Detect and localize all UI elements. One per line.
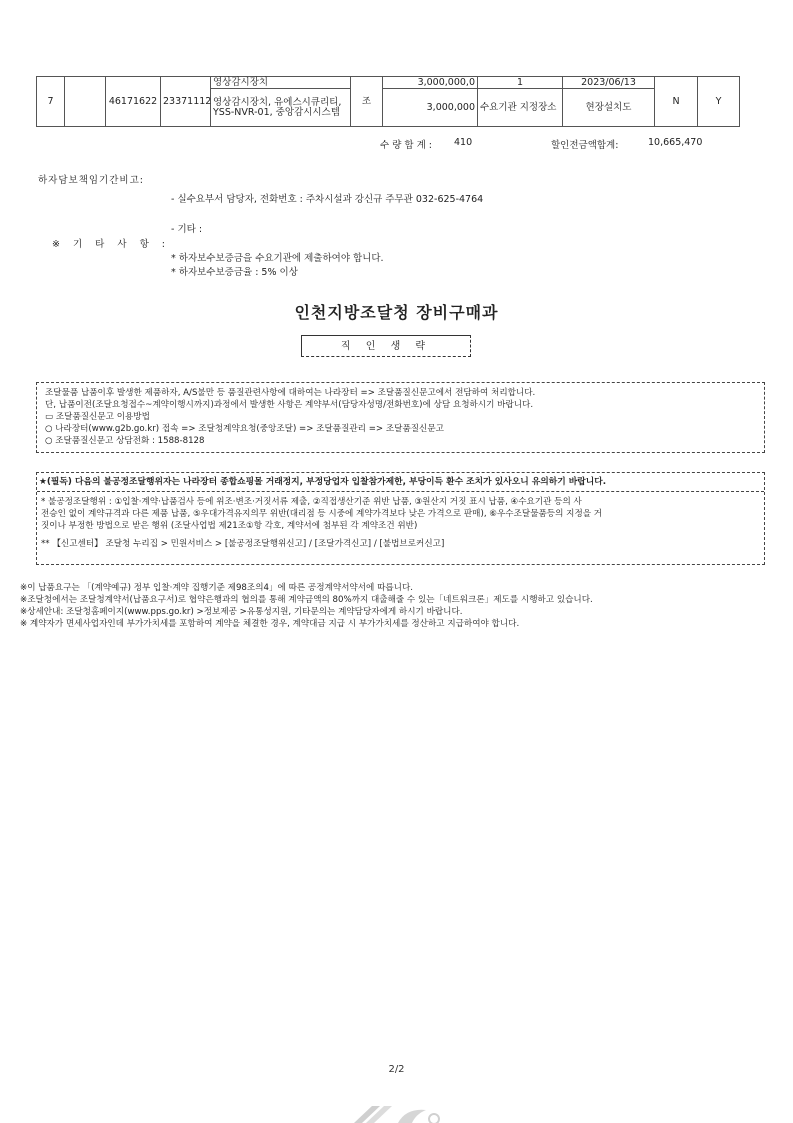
item-table <box>36 76 740 127</box>
box-line: 단, 납품이전(조달요청접수~계약이행시까지)과정에서 발생한 사항은 계약부서(담당자성명/전화번호)에 상담 요청하시기 바랍니다. <box>45 400 534 410</box>
item-delivery-date: 2023/06/13 <box>563 77 655 89</box>
footer-note: ※상세안내: 조달청홈페이지(www.pps.go.kr) >정보제공 >유통성지원, 기타문의는 계약담당자에게 하시기 바랍니다. <box>20 607 463 617</box>
footer-notes <box>20 582 593 630</box>
note-item: * 하자보수보증금을 수요기관에 제출하여야 합니다. <box>171 253 384 264</box>
item-delivery-place: 수요기관 지정장소 <box>478 89 563 127</box>
box-line: ○ 조달품질신문고 상담전화 : 1588-8128 <box>45 436 205 446</box>
agency-logo-icon <box>346 1104 446 1123</box>
amount-total-value: 10,665,470 <box>648 137 703 148</box>
note-item: * 하자보수보증금율 : 5% 이상 <box>171 267 298 278</box>
item-unit: 조 <box>351 77 383 127</box>
item-spec: 영상감시장치, 유에스시큐리티, YSS-NVR-01, 중앙감시시스템 <box>211 89 351 127</box>
warning-headline: ★(필독) 다음의 불공정조달행위자는 나라장터 종합쇼핑몰 거래정지, 부정당업자 입찰참가제한, 부당이득 환수 조치가 있사오니 유의하기 바랍니다. <box>37 473 764 492</box>
item-quantity: 1 <box>478 77 563 89</box>
box-line: 짓이나 부정한 방법으로 받은 행위 (조달사업법 제21조①항 각호, 계약서에 첨부된 각 계약조건 위반) <box>41 521 418 531</box>
box-line: 조달물품 납품이후 발생한 제품하자, A/S불만 등 품질관련사항에 대하여는 나라장터 => 조달품질신문고에서 전담하여 처리합니다. <box>45 388 536 398</box>
item-code2: 23371112 <box>161 77 211 127</box>
item-delivery-condition: 현장설치도 <box>563 89 655 127</box>
item-code1: 46171622 <box>106 77 161 127</box>
office-name: 인천지방조달청 장비구매과 <box>294 303 499 322</box>
blank-cell <box>65 77 106 127</box>
box-line: 전승인 없이 계약규격과 다른 제품 납품, ⑤우대가격유지의무 위반(대리점 등 시중에 계약가격보다 낮은 가격으로 판매), ⑥우수조달물품등의 지정을 거 <box>41 509 603 519</box>
footer-note: ※조달청에서는 조달청계약서(납품요구서)로 협약은행과의 협의를 통해 계약금액의 80%까지 대출해줄 수 있는「네트워크론」제도를 시행하고 있습니다. <box>20 595 593 605</box>
table-row <box>37 77 740 89</box>
warning-body <box>37 492 764 532</box>
unfair-procurement-box <box>36 472 765 565</box>
footer-note: ※ 계약자가 면세사업자인데 부가가치세를 포함하여 계약을 체결한 경우, 계약대금 지급 시 부가가치세를 정산하고 지급하여야 합니다. <box>20 619 520 629</box>
item-flag-y: Y <box>698 77 740 127</box>
qty-total-value: 410 <box>454 137 473 148</box>
box-line: ▭ 조달품질신문고 이용방법 <box>45 412 150 422</box>
box-line: ○ 나라장터(www.g2b.go.kr) 접속 => 조달청계약요청(중앙조달) => 조달품질관리 => 조달품질신문고 <box>45 424 444 434</box>
contact-line: - 실수요부서 담당자, 전화번호 : 주차시설과 강신규 주무관 032-625-4764 <box>171 194 484 205</box>
qty-total-label: 수 량 합 계 : <box>380 140 432 151</box>
quality-complaint-box <box>36 382 765 453</box>
page-number: 2/2 <box>388 1064 405 1075</box>
item-amount: 3,000,000 <box>383 89 478 127</box>
footer-note: ※이 납품요구는 「(계약예규) 정부 입찰·계약 집행기준 제98조의4」에 따른 공정계약서약서에 따릅니다. <box>20 583 414 593</box>
report-center-line: ** 【신고센터】 조달청 누리집 > 민원서비스 > [불공정조달행위신고] / [조달가격신고] / [불법브로커신고] <box>41 539 445 549</box>
item-flag-n: N <box>655 77 698 127</box>
item-name: 영상감시장치 <box>211 77 351 89</box>
item-no: 7 <box>37 77 65 127</box>
other-label: - 기타 : <box>171 224 203 235</box>
item-unit-price: 3,000,000,0 <box>383 77 478 89</box>
amount-total-label: 할인전금액합계: <box>551 140 619 151</box>
box-line: * 불공정조달행위 : ①입찰·계약·납품검사 등에 위조·변조·거짓서류 제출, ②직접생산기준 위반 납품, ③원산지 거짓 표시 납품, ④수요기관 등의 사 <box>41 497 582 507</box>
stamp-omitted-box: 직 인 생 략 <box>301 335 471 357</box>
warranty-label: 하자담보책임기간비고: <box>38 175 144 186</box>
notes-label: ※ 기 타 사 항 : <box>52 239 165 250</box>
